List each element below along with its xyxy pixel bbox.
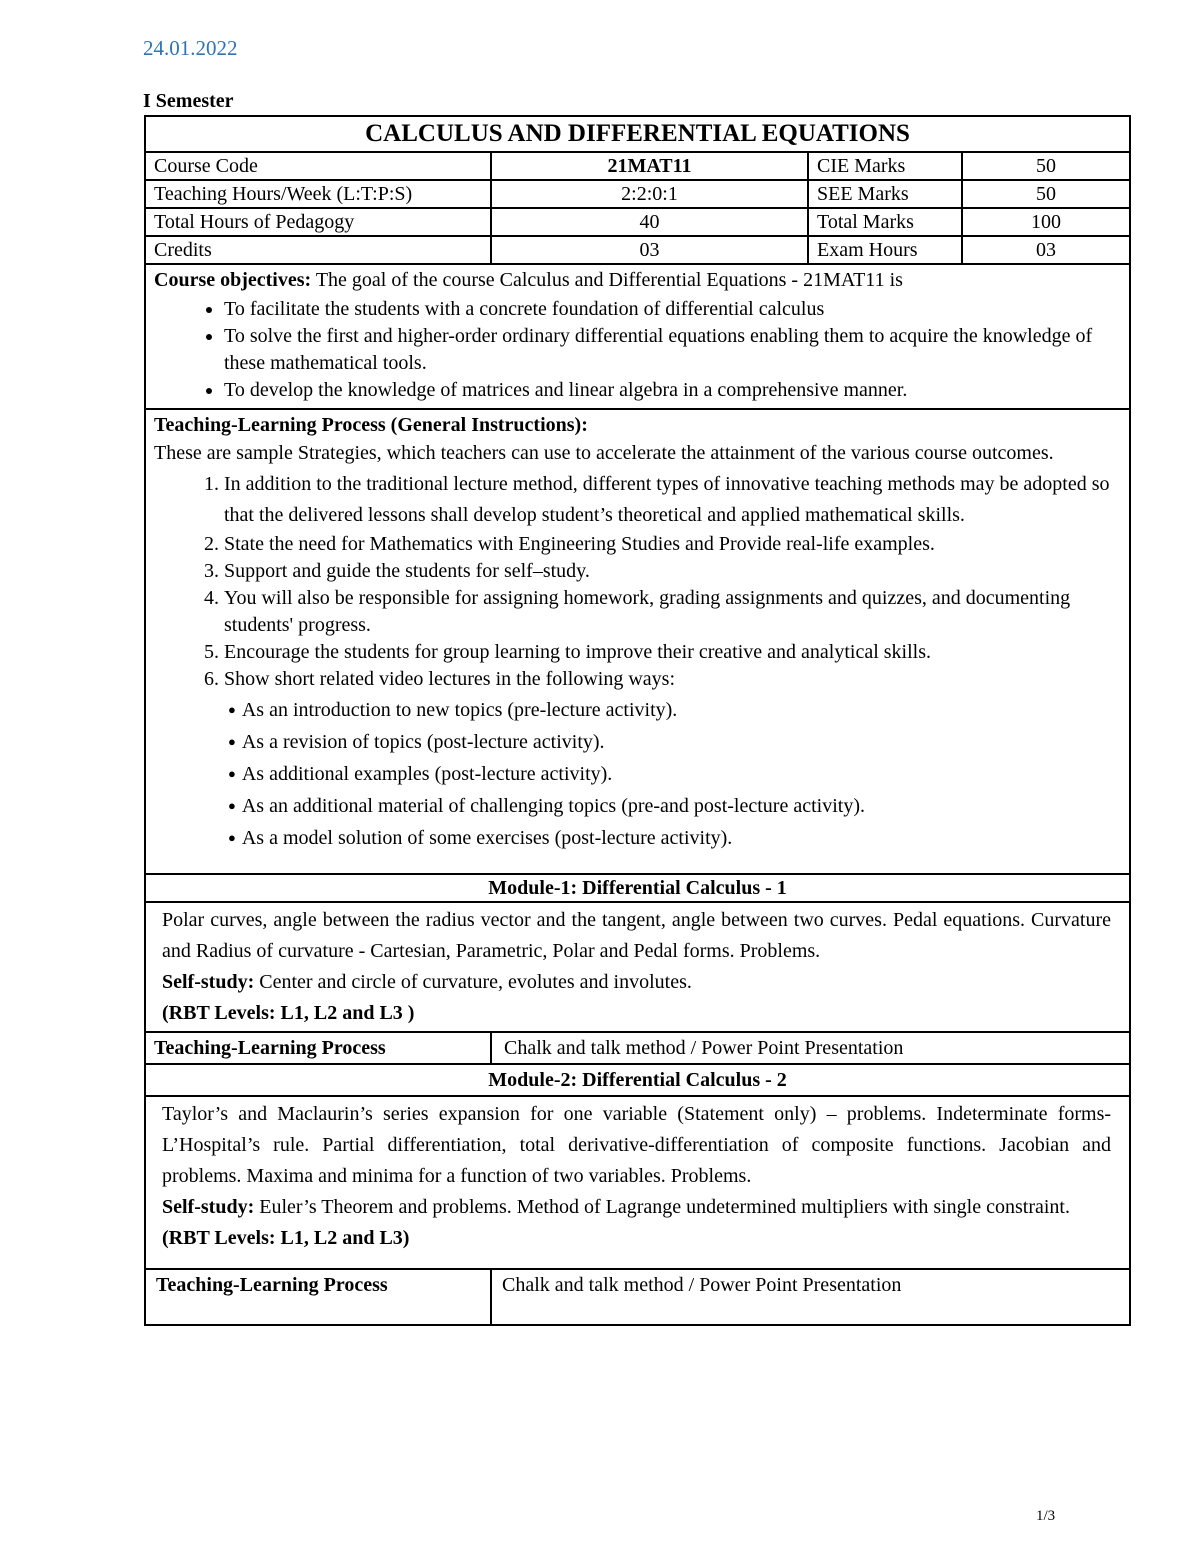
self-study [162, 1192, 1111, 1223]
module-1-tlp-label: Teaching-Learning Process [145, 1032, 491, 1064]
info-label: Total Marks [808, 208, 962, 236]
syllabus-table [144, 115, 1131, 1326]
info-label: Exam Hours [808, 236, 962, 264]
info-value: 50 [962, 152, 1130, 180]
course-objectives-section [145, 264, 1130, 409]
info-value: 03 [962, 236, 1130, 264]
info-label: Total Hours of Pedagogy [145, 208, 491, 236]
rbt-levels: (RBT Levels: L1, L2 and L3 ) [162, 1002, 415, 1024]
rbt-levels: (RBT Levels: L1, L2 and L3) [162, 1227, 410, 1249]
list-item: ● As an additional material of challenging topics (pre-and post-lecture activity). [228, 791, 1121, 823]
self-study [162, 967, 1111, 998]
list-item: • To solve the first and higher-order ordinary differential equations enabling them to acquire the knowledge of these mathematical tools. [224, 323, 1121, 377]
self-study-label: Self-study: [162, 1196, 255, 1218]
list-item [224, 666, 1121, 855]
list-item: ● As a model solution of some exercises (post-lecture activity). [228, 823, 1121, 855]
module-title: Differential Calculus - 2 [577, 1069, 787, 1091]
objectives-heading: Course objectives: [154, 269, 312, 291]
info-value: 2:2:0:1 [491, 180, 808, 208]
course-code-value: 21MAT11 [491, 152, 808, 180]
module-2-heading [145, 1064, 1130, 1096]
list-item: ● As an introduction to new topics (pre-lecture activity). [228, 695, 1121, 727]
list-item: ● As a revision of topics (post-lecture activity). [228, 727, 1121, 759]
info-label: SEE Marks [808, 180, 962, 208]
info-value: 03 [491, 236, 808, 264]
semester-label: I Semester [143, 90, 234, 112]
page-number: 1/3 [1036, 1508, 1056, 1524]
tlp-list [154, 469, 1121, 855]
self-study-text: Center and circle of curvature, evolutes and involutes. [254, 971, 692, 993]
list-item: ● As additional examples (post-lecture activity). [228, 759, 1121, 791]
document-date: 24.01.2022 [143, 36, 238, 60]
info-label: Credits [145, 236, 491, 264]
info-value: 100 [962, 208, 1130, 236]
tlp-intro: These are sample Strategies, which teachers can use to accelerate the attainment of the various course outcomes. [154, 442, 1054, 464]
info-row-credits [145, 236, 1130, 264]
module-label: Module-2: [488, 1069, 578, 1091]
module-content-text: Polar curves, angle between the radius vector and the tangent, angle between two curves. Pedal equations. Curvature and Radius of curvature - Cartesian, Parametric, Polar and Pedal forms. Problems. [162, 909, 1112, 962]
course-title: CALCULUS AND DIFFERENTIAL EQUATIONS [145, 116, 1130, 152]
info-label: Course Code [145, 152, 491, 180]
info-value: 40 [491, 208, 808, 236]
info-row-course-code [145, 152, 1130, 180]
tlp-heading: Teaching-Learning Process (General Instructions): [154, 414, 588, 436]
list-item-text: Show short related video lectures in the following ways: [224, 668, 676, 690]
module-2-tlp-label: Teaching-Learning Process [145, 1269, 491, 1325]
info-label: Teaching Hours/Week (L:T:P:S) [145, 180, 491, 208]
list-item: 3. Support and guide the students for self–study. [224, 558, 1121, 585]
info-row-total-hours [145, 208, 1130, 236]
module-1-content [145, 902, 1130, 1032]
module-1-tlp-value: Chalk and talk method / Power Point Presentation [491, 1032, 1130, 1064]
module-1-heading [145, 874, 1130, 902]
list-item: 5. Encourage the students for group learning to improve their creative and analytical skills. [224, 639, 1121, 666]
info-label: CIE Marks [808, 152, 962, 180]
list-item: 1. In addition to the traditional lecture method, different types of innovative teaching methods may be adopted so that the delivered lessons shall develop student’s theoretical and applied mathematical skills. [224, 469, 1121, 531]
list-item: 4. You will also be responsible for assigning homework, grading assignments and quizzes, and documenting students' progress. [224, 585, 1121, 639]
module-title: Differential Calculus - 1 [577, 877, 787, 899]
objectives-intro: The goal of the course Calculus and Differential Equations - 21MAT11 is [311, 269, 903, 291]
module-2-content [145, 1096, 1130, 1269]
list-item: 2. State the need for Mathematics with Engineering Studies and Provide real-life examples. [224, 531, 1121, 558]
info-value: 50 [962, 180, 1130, 208]
objectives-list [154, 296, 1121, 404]
list-item: • To develop the knowledge of matrices and linear algebra in a comprehensive manner. [224, 377, 1121, 404]
teaching-learning-section [145, 409, 1130, 874]
self-study-text: Euler’s Theorem and problems. Method of Lagrange undetermined multipliers with single constraint. [254, 1196, 1070, 1218]
module-label: Module-1: [488, 877, 578, 899]
info-row-teaching-hours [145, 180, 1130, 208]
self-study-label: Self-study: [162, 971, 255, 993]
list-item: • To facilitate the students with a concrete foundation of differential calculus [224, 296, 1121, 323]
module-content-text: Taylor’s and Maclaurin’s series expansion for one variable (Statement only) – problems. Indeterminate forms-L’Hospital’s rule. Partial differentiation, total derivative-differentiation of composite functions. Jacobian and problems. Maxima and minima for a function of two variables. Problems. [162, 1103, 1112, 1187]
module-2-tlp-value: Chalk and talk method / Power Point Presentation [491, 1269, 1130, 1325]
video-ways-list [224, 695, 1121, 855]
